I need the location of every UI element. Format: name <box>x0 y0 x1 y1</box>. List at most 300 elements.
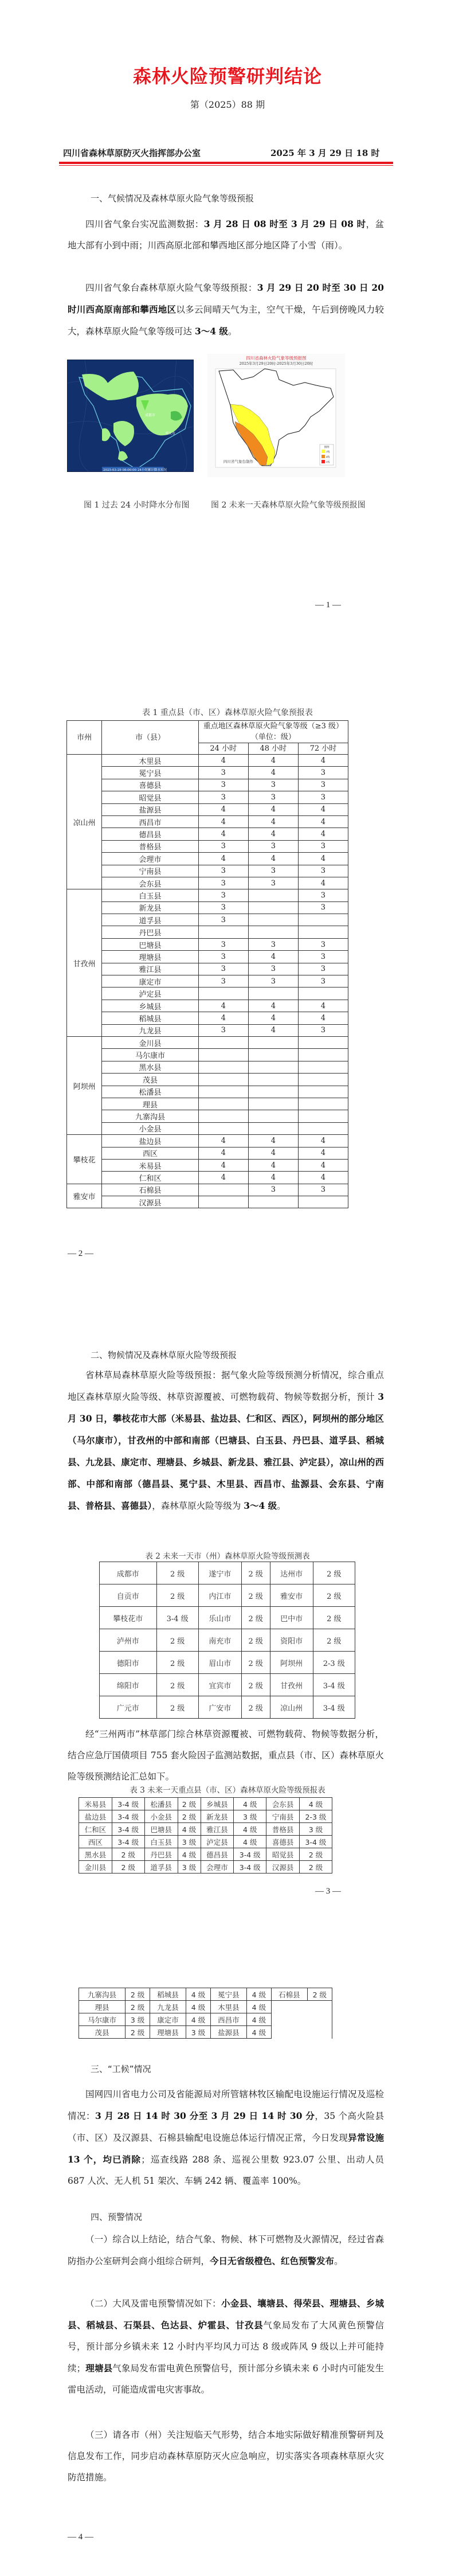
value-48h-cell: 3 <box>248 963 298 975</box>
page-number-4: — 4 — <box>68 2532 93 2542</box>
body-text: 四川省气象台实况监测数据： <box>85 219 204 229</box>
area-name-cell: 雅安市 <box>270 1584 313 1607</box>
area-name-cell: 理县 <box>79 2001 125 2013</box>
area-name-cell: 巴中市 <box>270 1607 313 1629</box>
county-cell: 雅江县 <box>102 963 198 975</box>
fire-level-cell: 4 级 <box>300 1798 332 1810</box>
value-72h-cell <box>298 1098 348 1110</box>
fire-level-cell: 2 级 <box>156 1674 198 1696</box>
table-row <box>79 2026 332 2039</box>
fire-level-cell: 2 级 <box>241 1607 270 1629</box>
area-name-cell: 仁和区 <box>79 1823 112 1836</box>
area-name-cell: 广安市 <box>198 1696 241 1719</box>
fire-level-cell: 4 级 <box>246 1988 271 2001</box>
county-cell: 乡城县 <box>102 1000 198 1012</box>
county-cell: 会理市 <box>102 853 198 865</box>
fire-level-cell: 2 级 <box>313 1562 355 1584</box>
value-24h-cell: 4 <box>198 815 248 828</box>
value-72h-cell: 3 <box>298 963 348 975</box>
value-24h-cell: 3 <box>198 938 248 950</box>
area-name-cell: 理塘县 <box>150 2026 186 2039</box>
value-72h-cell: 3 <box>298 779 348 791</box>
fire-level-cell: 4 级 <box>186 1988 210 2001</box>
value-48h-cell: 4 <box>248 1147 298 1159</box>
value-48h-cell: 4 <box>248 828 298 840</box>
table-row <box>67 1036 348 1048</box>
emphasis-text: 3 月 28 日 08 时至 3 月 29 日 08 时 <box>203 218 366 229</box>
value-48h-cell <box>248 926 298 938</box>
value-48h-cell: 3 <box>248 1184 298 1196</box>
area-name-cell: 马尔康市 <box>79 2013 125 2026</box>
county-cell: 汉源县 <box>102 1196 198 1208</box>
table-row <box>100 1584 355 1607</box>
body-text: 国网四川省电力公司及省能源局对所管辖林牧区输配电设施运行情况及巡检情况： <box>68 2089 384 2121</box>
section3-heading: 三、“工候”情况 <box>91 2064 151 2074</box>
header-48h: 48 小时 <box>248 743 298 755</box>
fire-level-cell: 2 级 <box>156 1696 198 1719</box>
fire-level-cell: 3 级 <box>178 1861 201 1874</box>
county-cell: 白玉县 <box>102 889 198 901</box>
value-48h-cell: 3 <box>248 877 298 889</box>
table-row <box>67 988 348 1000</box>
section1-heading: 一、气候情况及森林草原火险气象等级预报 <box>91 193 254 204</box>
table-row <box>67 803 348 815</box>
fire-level-cell: 2 级 <box>313 1607 355 1629</box>
area-name-cell: 甘孜州 <box>270 1674 313 1696</box>
county-cell: 新龙县 <box>102 901 198 914</box>
page-number-3: — 3 — <box>315 1887 341 1896</box>
value-48h-cell: 4 <box>248 853 298 865</box>
value-72h-cell: 4 <box>298 1172 348 1184</box>
table-row <box>67 755 348 767</box>
area-name-cell: 乐山市 <box>198 1607 241 1629</box>
value-48h-cell: 4 <box>248 1159 298 1171</box>
value-72h-cell: 3 <box>298 767 348 779</box>
legend-swatch-level5 <box>321 460 325 463</box>
value-72h-cell: 4 <box>298 828 348 840</box>
area-name-cell: 巴塘县 <box>144 1823 178 1836</box>
fire-level-cell: 3 级 <box>234 1810 266 1823</box>
fire-level-cell: 3-4 级 <box>112 1798 144 1810</box>
value-48h-cell <box>248 1049 298 1061</box>
table-row <box>67 1098 348 1110</box>
county-cell: 马尔康市 <box>102 1049 198 1061</box>
city-cell: 阿坝州 <box>67 1036 102 1134</box>
fire-level-cell: 3 级 <box>178 1836 201 1848</box>
chongqing-label: 重庆市 <box>165 432 176 436</box>
city-cell: 雅安市 <box>67 1184 102 1208</box>
area-name-cell: 石棉县 <box>272 1988 308 2001</box>
body-text: 。 <box>227 326 237 337</box>
red-header-rule <box>59 162 393 164</box>
area-name-cell: 阿坝州 <box>270 1652 313 1674</box>
precipitation-timestamp: 2025-03-29 08:00:00 24小时累计降水实况 <box>103 469 167 472</box>
body-text: ，35 个高火险县（市、区）及汉源县、石棉县输配电设施总体运行情况正常，今日发现 <box>68 2111 384 2143</box>
red-header-rule-thin <box>59 165 393 166</box>
county-cell: 喜德县 <box>102 779 198 791</box>
area-name-cell: 广元市 <box>100 1696 157 1719</box>
county-cell: 西区 <box>102 1147 198 1159</box>
value-48h-cell: 3 <box>248 779 298 791</box>
area-name-cell: 新龙县 <box>201 1810 234 1823</box>
value-48h-cell <box>248 1196 298 1208</box>
value-24h-cell <box>198 1049 248 1061</box>
city-cell: 甘孜州 <box>67 889 102 1037</box>
area-name-cell: 普格县 <box>266 1823 300 1836</box>
empty-cell <box>272 2026 332 2039</box>
area-name-cell: 西区 <box>79 1836 112 1848</box>
value-24h-cell <box>198 1098 248 1110</box>
area-name-cell: 南充市 <box>198 1629 241 1652</box>
value-48h-cell <box>248 914 298 926</box>
value-24h-cell <box>198 1122 248 1134</box>
value-72h-cell <box>298 988 348 1000</box>
table-row <box>67 914 348 926</box>
table2-city-forecast <box>99 1562 355 1719</box>
value-24h-cell: 3 <box>198 840 248 852</box>
area-name-cell: 自贡市 <box>100 1584 157 1607</box>
area-name-cell: 昭觉县 <box>266 1848 300 1861</box>
chengdu-label: 成都市 <box>145 413 156 417</box>
body-text: 。 <box>334 2256 343 2266</box>
value-72h-cell <box>298 1196 348 1208</box>
value-24h-cell: 4 <box>198 1012 248 1024</box>
legend-swatch-level4 <box>321 455 325 458</box>
value-48h-cell <box>248 1122 298 1134</box>
value-72h-cell: 3 <box>298 791 348 803</box>
value-72h-cell: 4 <box>298 877 348 889</box>
value-48h-cell: 4 <box>248 1012 298 1024</box>
issuing-organization: 四川省森林草原防灭火指挥部办公室 <box>63 148 201 158</box>
area-name-cell: 雅江县 <box>201 1823 234 1836</box>
body-text: （二）大风及雷电预警情况如下： <box>85 2298 221 2309</box>
section4-para-conclusion <box>68 2229 384 2272</box>
area-name-cell: 松潘县 <box>144 1798 178 1810</box>
section3-para-patrol <box>68 2084 384 2192</box>
area-name-cell: 汉源县 <box>266 1861 300 1874</box>
table3-county-forecast-part1 <box>79 1797 332 1874</box>
table-row <box>67 963 348 975</box>
area-name-cell: 盐源县 <box>211 2026 247 2039</box>
table-row <box>67 975 348 988</box>
fire-level-cell: 4 级 <box>246 2013 271 2026</box>
fire-level-cell: 4 级 <box>186 2013 210 2026</box>
fire-danger-map-figure <box>207 354 345 477</box>
value-24h-cell <box>198 1061 248 1073</box>
table-row <box>67 901 348 914</box>
table-row <box>67 1074 348 1086</box>
emphasis-text: 3 月 30 日，攀枝花市大部（米易县、盐边县、仁和区、西区），阿坝州的部分地区（马尔康市），甘孜州的中部和南部（巴塘县、白玉县、丹巴县、道孚县、稻城县、九龙县、康定市、理塘县、乡城县、新龙县、雅江县、泸定县），凉山州的西部、中部和南部（德昌县、冕宁县、木里县、西昌市、盐源县、会东县、宁南县、普格县、喜德县） <box>68 1391 384 1511</box>
table-row <box>79 1823 332 1836</box>
county-cell: 泸定县 <box>102 988 198 1000</box>
area-name-cell: 宁南县 <box>266 1810 300 1823</box>
value-48h-cell <box>248 1086 298 1098</box>
value-72h-cell: 4 <box>298 1012 348 1024</box>
emphasis-text: 3 月 28 日 14 时 30 分至 3 月 29 日 14 时 30 分 <box>95 2110 315 2121</box>
fire-level-cell: 2 级 <box>156 1629 198 1652</box>
area-name-cell: 木里县 <box>211 2001 247 2013</box>
fire-level-cell: 2 级 <box>178 1810 201 1823</box>
area-name-cell: 眉山市 <box>198 1652 241 1674</box>
table1-caption: 表 1 重点县（市、区）森林草原火险气象预报表 <box>142 708 313 717</box>
value-24h-cell <box>198 1196 248 1208</box>
section1-para-observed <box>68 213 384 256</box>
fire-level-cell: 2 级 <box>313 1584 355 1607</box>
table-row <box>67 779 348 791</box>
value-24h-cell: 4 <box>198 1000 248 1012</box>
value-48h-cell <box>248 1074 298 1086</box>
table-row <box>79 2001 332 2013</box>
table-row <box>67 1196 348 1208</box>
emphasis-text: 3～4 级 <box>194 326 228 337</box>
legend-title: 图例 <box>324 446 330 449</box>
county-cell: 德昌县 <box>102 828 198 840</box>
area-name-cell: 茂县 <box>79 2026 125 2039</box>
section2-para-summary: 经“三州两市”林草部门综合林草资源覆被、可燃物载荷、物候等数据分析，结合应急厅国债项目 755 套火险因子监测站数据，重点县（市、区）森林草原火险等级预测结论汇总如下。 <box>68 1729 384 1782</box>
document-title: 森林火险预警研判结论 <box>132 65 322 87</box>
area-name-cell: 泸定县 <box>201 1836 234 1848</box>
area-name-cell: 遂宁市 <box>198 1562 241 1584</box>
area-name-cell: 稻城县 <box>150 1988 186 2001</box>
county-cell: 松潘县 <box>102 1086 198 1098</box>
value-24h-cell <box>198 926 248 938</box>
value-72h-cell <box>298 1061 348 1073</box>
table-row <box>67 767 348 779</box>
county-cell: 巴塘县 <box>102 938 198 950</box>
section1-para-forecast <box>68 277 384 342</box>
value-72h-cell: 3 <box>298 840 348 852</box>
emphasis-text: 理塘县 <box>85 2363 113 2374</box>
table-row <box>67 1147 348 1159</box>
fire-danger-map <box>207 354 345 477</box>
county-cell: 米易县 <box>102 1159 198 1171</box>
value-24h-cell: 4 <box>198 1135 248 1147</box>
value-24h-cell: 4 <box>198 803 248 815</box>
fire-level-cell: 3-4 级 <box>313 1674 355 1696</box>
county-cell: 茂县 <box>102 1074 198 1086</box>
value-48h-cell: 4 <box>248 1024 298 1036</box>
legend-swatch-level3 <box>321 450 325 453</box>
emphasis-text: 异常设施 13 个，均已消除 <box>68 2132 384 2165</box>
legend-label-level3: 3级 <box>326 450 330 453</box>
value-24h-cell: 3 <box>198 779 248 791</box>
value-48h-cell: 3 <box>248 840 298 852</box>
value-48h-cell: 3 <box>248 938 298 950</box>
table-row <box>100 1696 355 1719</box>
county-cell: 黑水县 <box>102 1061 198 1073</box>
value-24h-cell: 3 <box>198 767 248 779</box>
table-row <box>79 1988 332 2001</box>
area-name-cell: 金川县 <box>79 1861 112 1874</box>
county-cell: 会东县 <box>102 877 198 889</box>
county-cell: 金川县 <box>102 1036 198 1048</box>
header-24h: 24 小时 <box>198 743 248 755</box>
value-24h-cell: 3 <box>198 889 248 901</box>
value-48h-cell <box>248 1061 298 1073</box>
value-24h-cell: 3 <box>198 901 248 914</box>
table3-county-forecast-part2 <box>79 1988 332 2039</box>
value-72h-cell: 4 <box>298 1147 348 1159</box>
body-text: 四川省气象台森林草原火险气象等级预报： <box>85 283 257 293</box>
county-cell: 石棉县 <box>102 1184 198 1196</box>
section4-para-instructions: （三）请各市（州）关注短临天气形势，结合本地实际做好精准预警研判及信息发布工作，同步启动森林草原防灭火应急响应，切实落实各项森林草原火灾防范措施。 <box>68 2430 384 2483</box>
area-name-cell: 道孚县 <box>144 1861 178 1874</box>
value-72h-cell: 4 <box>298 815 348 828</box>
area-name-cell: 泸州市 <box>100 1629 157 1652</box>
fire-level-cell: 2 级 <box>156 1652 198 1674</box>
value-24h-cell: 4 <box>198 828 248 840</box>
table1-county-forecast <box>66 720 348 1208</box>
area-name-cell: 盐边县 <box>79 1810 112 1823</box>
body-text: 。 <box>277 1501 286 1511</box>
value-72h-cell: 3 <box>298 975 348 988</box>
table-row <box>100 1562 355 1584</box>
fire-level-cell: 2 级 <box>125 2001 150 2013</box>
section2-heading: 二、物候情况及森林草原火险等级预报 <box>91 1350 237 1360</box>
table-row <box>67 926 348 938</box>
page-number-1: — 1 — <box>315 600 341 610</box>
map-title: 四川省森林火险气象等级预报图 <box>246 356 307 361</box>
fire-level-cell: 4 级 <box>234 1798 266 1810</box>
value-72h-cell <box>298 1074 348 1086</box>
value-72h-cell <box>298 1122 348 1134</box>
table-row <box>67 889 348 901</box>
value-48h-cell: 4 <box>248 1135 298 1147</box>
body-text: 气象局发布了大风黄色预警信号，预计部分乡镇未来 12 小时内平均风力可达 8 级或阵风 9 级以上并可能持续； <box>68 2320 384 2374</box>
fire-level-cell: 2 级 <box>125 1988 150 2001</box>
county-cell: 盐边县 <box>102 1135 198 1147</box>
fire-level-cell: 3-4 级 <box>112 1836 144 1848</box>
value-48h-cell: 3 <box>248 975 298 988</box>
fire-level-cell: 4 级 <box>178 1848 201 1861</box>
table-row <box>100 1674 355 1696</box>
table-row <box>67 1024 348 1036</box>
area-name-cell: 九龙县 <box>150 2001 186 2013</box>
value-24h-cell: 4 <box>198 853 248 865</box>
table-row <box>79 1836 332 1848</box>
emphasis-text: 小金县、壤塘县、得荣县、理塘县、乡城县、稻城县、石渠县、色达县、炉霍县、甘孜县 <box>68 2298 384 2331</box>
area-name-cell: 会东县 <box>266 1798 300 1810</box>
body-text: ，盆地大部有小到中雨；川西高原北部和攀西地区部分地区降了小雪（雨）。 <box>68 219 384 251</box>
precipitation-map <box>68 360 194 472</box>
table-row <box>67 938 348 950</box>
value-72h-cell <box>298 1049 348 1061</box>
county-cell: 昭觉县 <box>102 791 198 803</box>
county-cell: 冕宁县 <box>102 767 198 779</box>
area-name-cell: 达州市 <box>270 1562 313 1584</box>
fire-level-cell: 2 级 <box>241 1674 270 1696</box>
value-24h-cell: 3 <box>198 1024 248 1036</box>
fire-level-cell: 2 级 <box>156 1584 198 1607</box>
section2-para-forecast <box>68 1365 384 1517</box>
value-48h-cell <box>248 988 298 1000</box>
fire-level-cell: 3-4 级 <box>234 1848 266 1861</box>
table-row <box>67 1110 348 1122</box>
county-cell: 普格县 <box>102 840 198 852</box>
table-row <box>67 1122 348 1134</box>
value-72h-cell <box>298 1036 348 1048</box>
value-48h-cell <box>248 1098 298 1110</box>
fire-level-cell: 4 级 <box>234 1823 266 1836</box>
table-row <box>67 853 348 865</box>
fire-level-cell: 2 级 <box>241 1562 270 1584</box>
fire-level-cell: 2 级 <box>241 1629 270 1652</box>
value-48h-cell <box>248 1036 298 1048</box>
figure2-caption: 图 2 未来一天森林草原火险气象等级预报图 <box>211 501 366 510</box>
fire-level-cell: 2 级 <box>125 2026 150 2039</box>
table-row <box>67 1086 348 1098</box>
value-24h-cell: 3 <box>198 865 248 877</box>
header-72h: 72 小时 <box>298 743 348 755</box>
county-cell: 木里县 <box>102 755 198 767</box>
area-name-cell: 绵阳市 <box>100 1674 157 1696</box>
value-24h-cell: 3 <box>198 975 248 988</box>
table-row <box>100 1607 355 1629</box>
area-name-cell: 白玉县 <box>144 1836 178 1848</box>
area-name-cell: 德阳市 <box>100 1652 157 1674</box>
city-cell: 攀枝花 <box>67 1135 102 1184</box>
area-name-cell: 冕宁县 <box>211 1988 247 2001</box>
value-48h-cell: 4 <box>248 1172 298 1184</box>
area-name-cell: 小金县 <box>144 1810 178 1823</box>
value-48h-cell: 3 <box>248 791 298 803</box>
fire-level-cell: 2 级 <box>300 1861 332 1874</box>
county-cell: 小金县 <box>102 1122 198 1134</box>
table-row <box>67 1061 348 1073</box>
value-72h-cell: 4 <box>298 1135 348 1147</box>
body-text: 省林草局森林草原火险等级预报：据气象火险等级预测分析情况，综合重点地区森林草原火险等级、林草资源覆被、可燃物载荷、物候等数据分析，预计 <box>68 1370 384 1402</box>
table-row <box>79 1861 332 1874</box>
fire-level-cell: 2 级 <box>241 1652 270 1674</box>
area-name-cell: 成都市 <box>100 1562 157 1584</box>
area-name-cell: 资阳市 <box>270 1629 313 1652</box>
fire-level-cell: 4 级 <box>186 2001 210 2013</box>
header-group: 重点地区森林草原火险气象等级（≥3 级）（单位：级） <box>198 721 348 743</box>
map-maker: 四川省气象台制作 <box>223 459 253 464</box>
table3-caption: 表 3 未来一天重点县（市、区）森林草原火险等级预报表 <box>130 1786 325 1795</box>
value-72h-cell <box>298 1086 348 1098</box>
fire-level-cell: 3-4 级 <box>112 1823 144 1836</box>
table-row <box>67 1049 348 1061</box>
issue-date: 2025 年 3 月 29 日 18 时 <box>270 148 380 158</box>
value-48h-cell: 4 <box>248 803 298 815</box>
county-cell: 西昌市 <box>102 815 198 828</box>
fire-level-cell: 3-4 级 <box>313 1696 355 1719</box>
value-48h-cell: 4 <box>248 815 298 828</box>
value-24h-cell: 3 <box>198 914 248 926</box>
body-text: ；巡查线路 288 条、巡视公里数 923.07 公里、出动人员 687 人次、无人机 51 架次、车辆 242 辆、覆盖率 100%。 <box>68 2155 385 2186</box>
fire-level-cell: 2-3 级 <box>313 1652 355 1674</box>
table-row <box>67 1159 348 1171</box>
value-72h-cell: 3 <box>298 1024 348 1036</box>
value-72h-cell: 3 <box>298 951 348 963</box>
area-name-cell: 攀枝花市 <box>100 1607 157 1629</box>
value-72h-cell <box>298 914 348 926</box>
area-name-cell: 内江市 <box>198 1584 241 1607</box>
value-48h-cell: 3 <box>248 865 298 877</box>
county-cell: 理县 <box>102 1098 198 1110</box>
legend-label-level5: 5级 <box>326 460 330 463</box>
value-24h-cell <box>198 1184 248 1196</box>
value-72h-cell: 4 <box>298 1159 348 1171</box>
county-cell: 九寨沟县 <box>102 1110 198 1122</box>
value-24h-cell: 3 <box>198 963 248 975</box>
fire-level-cell: 3-4 级 <box>234 1861 266 1874</box>
emphasis-text: 3～4 级 <box>244 1500 277 1511</box>
fire-level-cell: 2-3 级 <box>300 1810 332 1823</box>
legend-label-level4: 4级 <box>326 455 330 458</box>
fire-level-cell: 2 级 <box>241 1696 270 1719</box>
